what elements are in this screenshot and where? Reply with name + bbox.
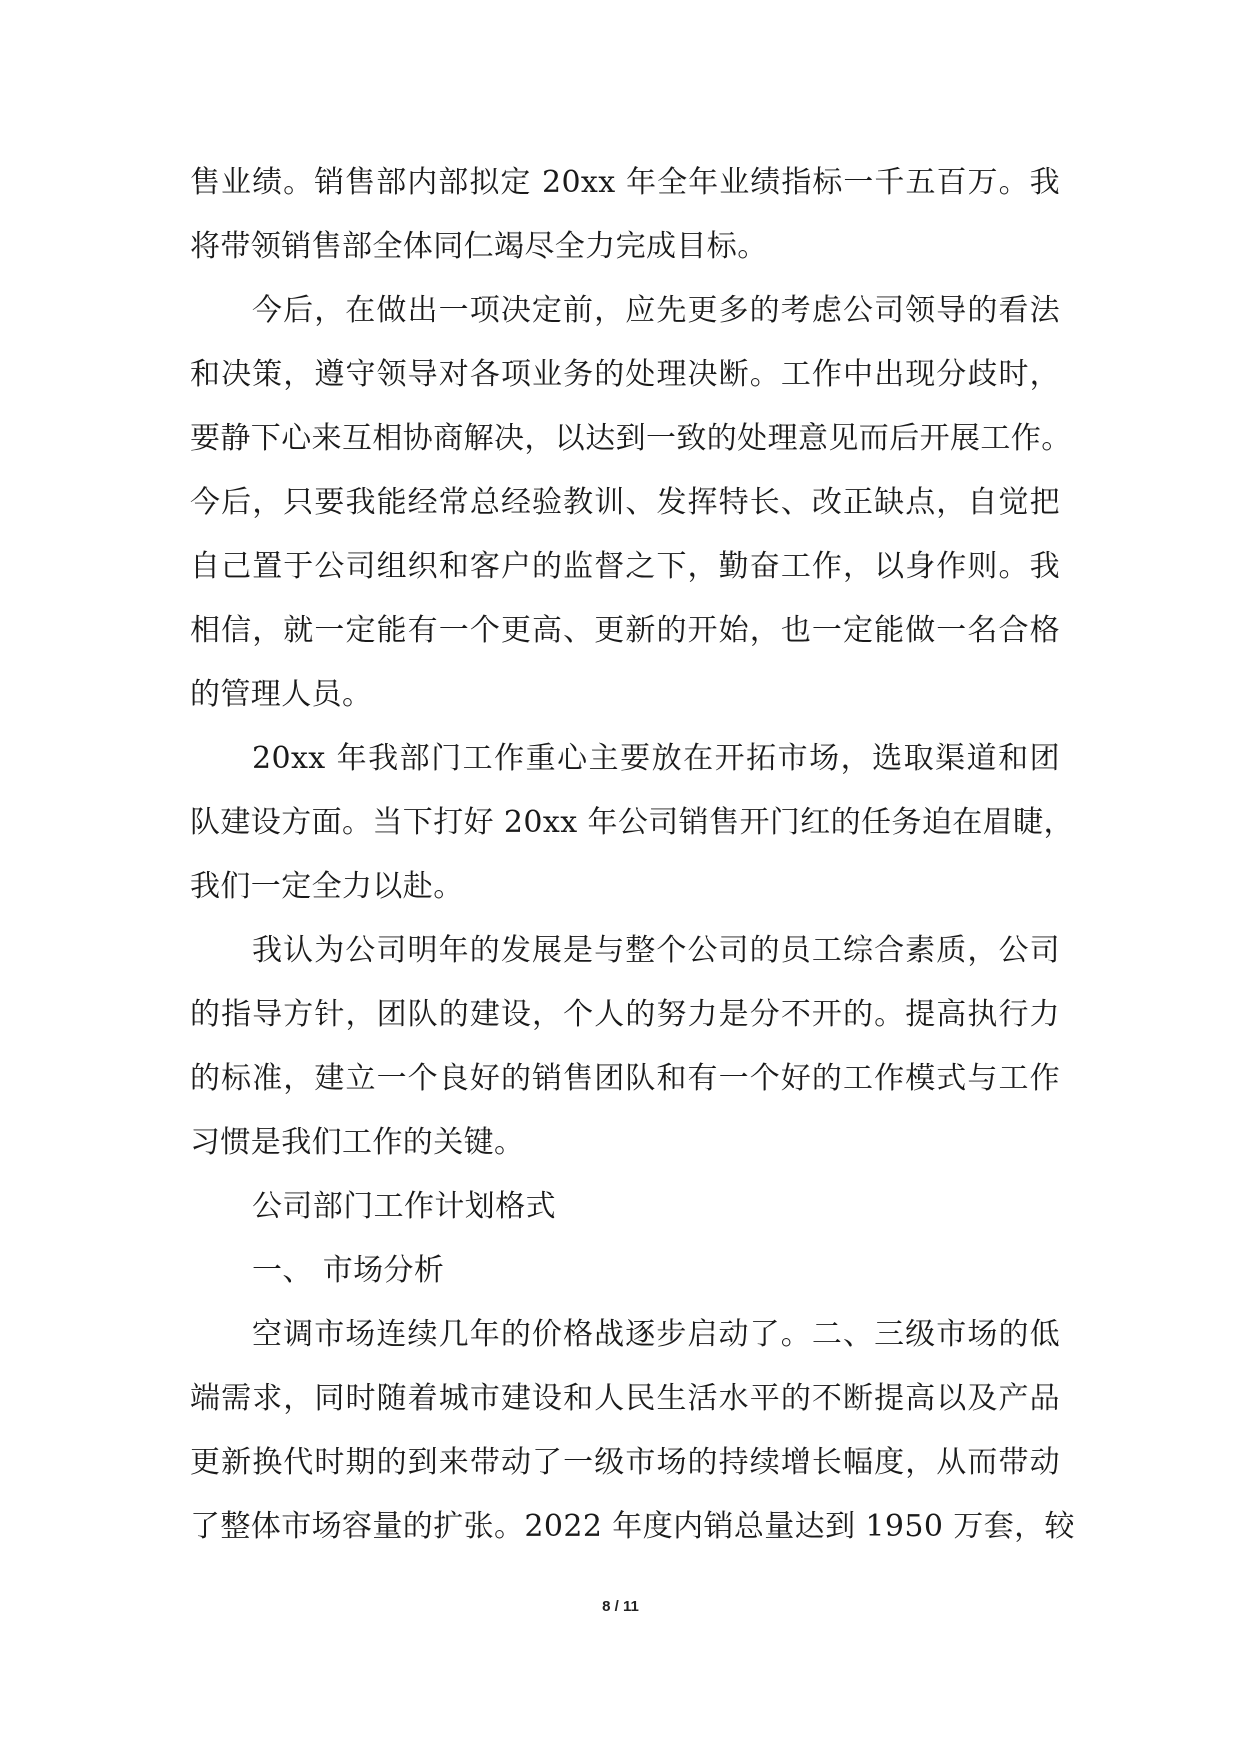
text-line: 相信，就一定能有一个更高、更新的开始，也一定能做一名合格 [190,613,1060,648]
text-line: 今后，在做出一项决定前，应先更多的考虑公司领导的看法 [252,293,1060,328]
text-line: 要静下心来互相协商解决，以达到一致的处理意见而后开展工作。 [190,421,1072,456]
text-line: 习惯是我们工作的关键。 [190,1125,525,1160]
text-line: 端需求，同时随着城市建设和人民生活水平的不断提高以及产品 [190,1381,1060,1416]
text-line: 空调市场连续几年的价格战逐步启动了。二、三级市场的低 [252,1317,1060,1352]
text-line: 的管理人员。 [190,677,373,712]
text-line: 售业绩。销售部内部拟定 20xx 年全年业绩指标一千五百万。我 [190,165,1060,200]
text-line: 的标准，建立一个良好的销售团队和有一个好的工作模式与工作 [190,1061,1060,1096]
text-line: 我认为公司明年的发展是与整个公司的员工综合素质，公司 [252,933,1060,968]
text-line: 今后，只要我能经常总经验教训、发挥特长、改正缺点，自觉把 [190,485,1060,520]
text-line: 队建设方面。当下打好 20xx 年公司销售开门红的任务迫在眉睫， [190,805,1074,840]
document-body [190,151,1075,1559]
text-line: 了整体市场容量的扩张。2022 年度内销总量达到 1950 万套，较 [190,1509,1075,1544]
text-line: 更新换代时期的到来带动了一级市场的持续增长幅度，从而带动 [190,1445,1060,1480]
text-line: 的指导方针，团队的建设，个人的努力是分不开的。提高执行力 [190,997,1060,1032]
page-number: 8 / 11 [602,1598,639,1615]
text-line: 20xx 年我部门工作重心主要放在开拓市场，选取渠道和团 [252,741,1060,776]
text-line: 将带领销售部全体同仁竭尽全力完成目标。 [190,229,768,264]
text-line: 自己置于公司组织和客户的监督之下，勤奋工作，以身作则。我 [190,549,1060,584]
text-line: 公司部门工作计划格式 [252,1189,556,1224]
text-line: 和决策，遵守领导对各项业务的处理决断。工作中出现分歧时， [190,357,1060,392]
text-line: 一、 市场分析 [252,1253,445,1288]
text-line: 我们一定全力以赴。 [190,869,464,904]
